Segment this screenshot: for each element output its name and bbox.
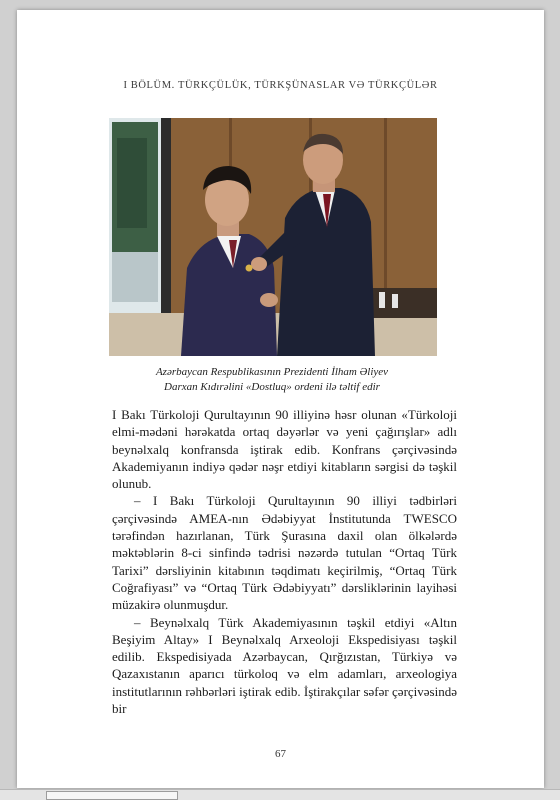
page-number: 67 bbox=[275, 748, 286, 760]
photo-illustration bbox=[109, 118, 437, 356]
horizontal-scrollbar[interactable] bbox=[0, 789, 560, 800]
caption-line: Azərbaycan Respublikasının Prezidenti İlham Əliyev bbox=[155, 366, 389, 378]
caption-line: Darxan Kıdırəlini «Dostluq» ordeni ilə təltif edir bbox=[164, 381, 380, 393]
award-ceremony-photo bbox=[109, 118, 437, 356]
scrollbar-thumb[interactable] bbox=[46, 791, 178, 800]
paragraph: – I Bakı Türkoloji Qurultayının 90 illiyi tədbirləri çərçivəsində AMEA-nın Ədəbiyyat İnstitutunda TWESCO tərəfindən hazırlanan, Türk Şurasına daxil olan ölkələrdə məktəblərin 8-ci sinfində tədrisi nəzərdə tutulan “Ortaq Türk Tarixi” dərsliyinin kitabının təqdimatı keçirilmiş, “Ortaq Türk Coğrafiyası” və “Ortaq Türk Ədəbiyyatı” dərsliklərinin layihəsi müzakirə olunmuşdur. bbox=[112, 493, 457, 613]
running-header: I BÖLÜM. TÜRKÇÜLÜK, TÜRKŞÜNASLAR VƏ TÜRKÇÜLƏR bbox=[123, 80, 438, 91]
paragraph: I Bakı Türkoloji Qurultayının 90 illiyinə həsr olunan «Türkoloji elmi-mədəni hərəkatda ortaq dəyərlər və yeni çağırışlar» adlı beynəlxalq konfransda iştirak edib. Konfrans çərçivəsində Akademiyanın indiyə qədər nəşr etdiyi kitabların sərgisi də təşkil olunub. bbox=[112, 407, 457, 492]
paragraph: – Beynəlxalq Türk Akademiyasının təşkil etdiyi «Altın Beşiyim Altay» I Beynəlxalq Arxeoloji Ekspedisiyası təşkil edilib. Ekspedisiyada Azərbaycan, Qırğızıstan, Türkiyə və Qazaxıstanın aparıcı türkoloq və elm adamları, arxeologiya institutlarının rəhbərləri iştirak edib. İştirakçılar səfər çərçivəsində bir bbox=[112, 614, 457, 717]
body-text bbox=[112, 406, 457, 717]
photo-caption bbox=[77, 365, 467, 395]
book-page bbox=[17, 10, 544, 788]
